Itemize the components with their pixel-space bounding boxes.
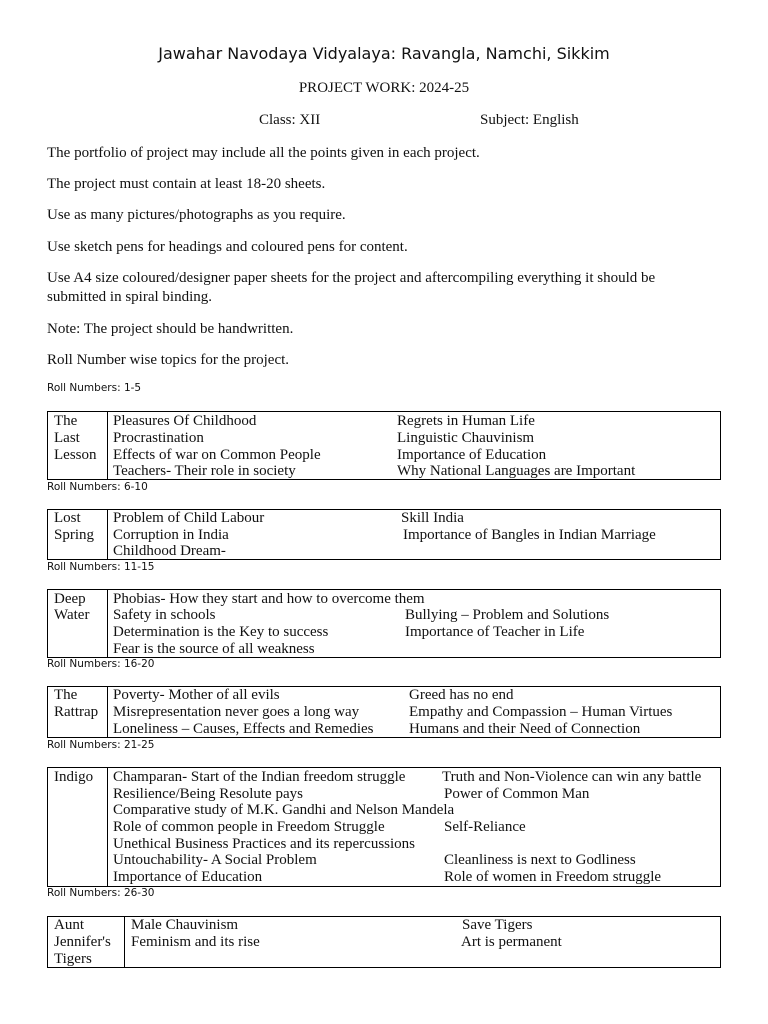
- lesson-name: The: [54, 687, 78, 703]
- lesson-name: Aunt: [54, 917, 84, 933]
- lesson-cell: [48, 590, 108, 657]
- topic: Importance of Teacher in Life: [405, 624, 585, 640]
- topic: Art is permanent: [461, 934, 562, 950]
- lesson-name: Rattrap: [54, 704, 99, 720]
- topic: Male Chauvinism: [131, 917, 239, 933]
- topic: Resilience/Being Resolute pays: [113, 786, 303, 802]
- instruction-line: The project must contain at least 18-20 sheets.: [47, 176, 326, 192]
- roll-numbers-label: Roll Numbers: 21-25: [47, 739, 155, 751]
- topic: Save Tigers: [462, 917, 533, 933]
- lesson-name: Water: [54, 607, 90, 623]
- topic: Teachers- Their role in society: [113, 463, 296, 479]
- instruction-line: The portfolio of project may include all the points given in each project.: [47, 145, 480, 161]
- lesson-cell: [48, 768, 108, 886]
- roll-numbers-label: Roll Numbers: 16-20: [47, 658, 155, 670]
- lesson-name: Last: [54, 430, 80, 446]
- topic: Linguistic Chauvinism: [397, 430, 535, 446]
- lesson-cell: [48, 510, 108, 559]
- topic: Role of common people in Freedom Struggle: [113, 819, 385, 835]
- instruction-line: Use as many pictures/photographs as you require.: [47, 207, 346, 223]
- topic: Phobias- How they start and how to overcome them: [113, 591, 425, 607]
- topic: Cleanliness is next to Godliness: [444, 852, 636, 868]
- topics-table-last-lesson: [47, 411, 721, 480]
- lesson-name: Spring: [54, 527, 95, 543]
- lesson-cell: [48, 412, 108, 479]
- lesson-name: Indigo: [54, 769, 94, 785]
- topics-table-lost-spring: [47, 509, 721, 560]
- topic: Role of women in Freedom struggle: [444, 869, 662, 885]
- topic: Self-Reliance: [444, 819, 526, 835]
- class-label: Class: XII: [259, 112, 321, 128]
- topic: Empathy and Compassion – Human Virtues: [409, 704, 673, 720]
- lesson-name: Tigers: [54, 951, 92, 967]
- topic: Regrets in Human Life: [397, 413, 535, 429]
- topic: Pleasures Of Childhood: [113, 413, 257, 429]
- topic: Loneliness – Causes, Effects and Remedies: [113, 721, 374, 737]
- topic: Greed has no end: [409, 687, 514, 703]
- lesson-name: Lost: [54, 510, 81, 526]
- topic: Bullying – Problem and Solutions: [405, 607, 610, 623]
- topic: Effects of war on Common People: [113, 447, 321, 463]
- lesson-name: Jennifer's: [54, 934, 111, 950]
- topic: Skill India: [401, 510, 464, 526]
- topic: Importance of Education: [397, 447, 547, 463]
- topic: Safety in schools: [113, 607, 216, 623]
- topic: Power of Common Man: [444, 786, 590, 802]
- topics-table-deep-water: [47, 589, 721, 658]
- project-work-heading: PROJECT WORK: 2024-25: [298, 80, 470, 96]
- lesson-name: Lesson: [54, 447, 97, 463]
- topic: Unethical Business Practices and its repercussions: [113, 836, 416, 852]
- topic: Corruption in India: [113, 527, 229, 543]
- lesson-cell: [48, 687, 108, 737]
- page-title: Jawahar Navodaya Vidyalaya: Ravangla, Namchi, Sikkim: [158, 44, 610, 63]
- topics-table-rattrap: [47, 686, 721, 738]
- topic: Untouchability- A Social Problem: [113, 852, 317, 868]
- topic: Importance of Education: [113, 869, 263, 885]
- instruction-note: Note: The project should be handwritten.: [47, 321, 294, 337]
- topic: Determination is the Key to success: [113, 624, 329, 640]
- roll-numbers-label: Roll Numbers: 1-5: [47, 382, 142, 394]
- topic: Fear is the source of all weakness: [113, 641, 315, 657]
- roll-numbers-label: Roll Numbers: 26-30: [47, 887, 155, 899]
- topic: Problem of Child Labour: [113, 510, 265, 526]
- topic: Poverty- Mother of all evils: [113, 687, 280, 703]
- roll-numbers-label: Roll Numbers: 11-15: [47, 561, 155, 573]
- topic: Importance of Bangles in Indian Marriage: [403, 527, 656, 543]
- instruction-line: Roll Number wise topics for the project.: [47, 352, 290, 368]
- topic: Champaran- Start of the Indian freedom struggle: [113, 769, 406, 785]
- instruction-line: submitted in spiral binding.: [47, 289, 212, 305]
- topics-table-indigo: [47, 767, 721, 887]
- lesson-cell: [48, 917, 125, 967]
- topic: Comparative study of M.K. Gandhi and Nelson Mandela: [113, 802, 455, 818]
- roll-numbers-label: Roll Numbers: 6-10: [47, 481, 148, 493]
- topic: Procrastination: [113, 430, 204, 446]
- lesson-name: The: [54, 413, 78, 429]
- topic: Feminism and its rise: [131, 934, 260, 950]
- instruction-line: Use sketch pens for headings and coloured pens for content.: [47, 239, 408, 255]
- topic: Humans and their Need of Connection: [409, 721, 641, 737]
- instruction-line: Use A4 size coloured/designer paper sheets for the project and aftercompiling everything it should be: [47, 270, 656, 286]
- topic: Misrepresentation never goes a long way: [113, 704, 360, 720]
- topics-table-aunt-jennifers-tigers: [47, 916, 721, 968]
- topic: Truth and Non-Violence can win any battle: [442, 769, 702, 785]
- lesson-name: Deep: [54, 591, 86, 607]
- topic: Why National Languages are Important: [397, 463, 636, 479]
- topic: Childhood Dream-: [113, 543, 226, 559]
- subject-label: Subject: English: [480, 112, 579, 128]
